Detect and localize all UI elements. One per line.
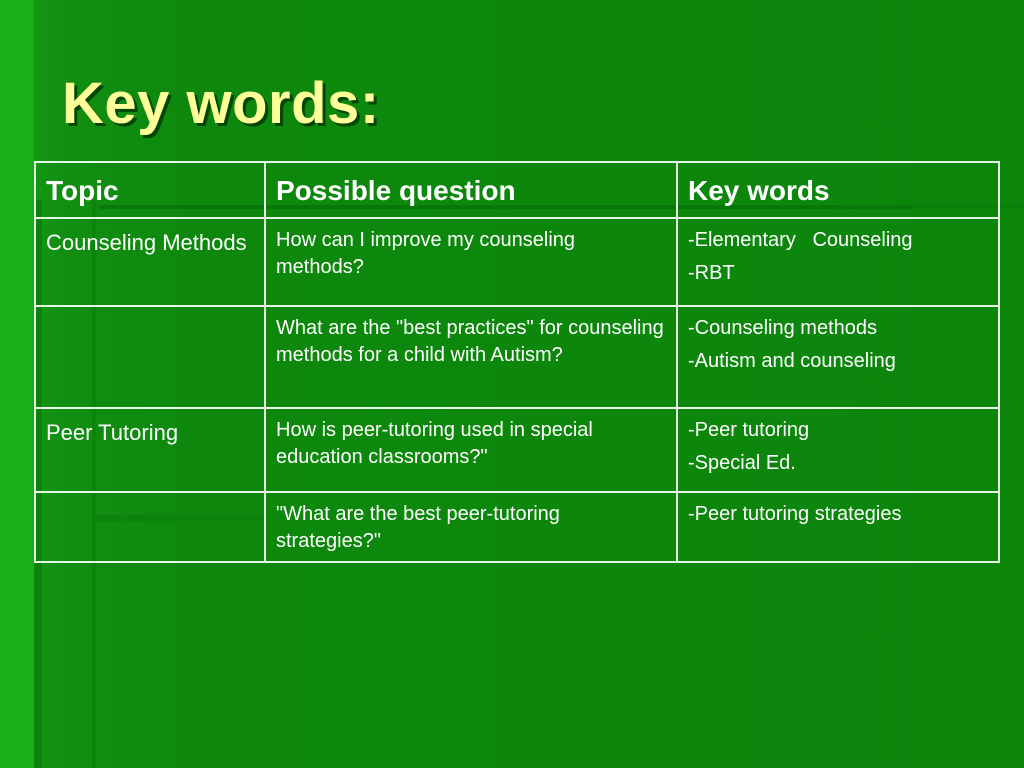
decorative-stripe [0, 0, 34, 768]
topic-cell: Peer Tutoring [35, 408, 265, 492]
keyword-item: -Autism and counseling [688, 350, 896, 372]
header-topic: Topic [35, 162, 265, 218]
topic-cell: Counseling Methods [35, 218, 265, 306]
topic-cell [35, 492, 265, 562]
question-cell: How is peer-tutoring used in special education classrooms?" [265, 408, 677, 492]
keyword-item: -Peer tutoring [688, 419, 810, 441]
table-row [35, 492, 999, 562]
table-row [35, 306, 999, 408]
table-header-row [35, 162, 999, 218]
keyword-item: -Special Ed. [688, 452, 796, 474]
keyword-item: -Peer tutoring strategies [688, 503, 902, 525]
table-row [35, 218, 999, 306]
keywords-cell [677, 408, 999, 492]
keyword-item: -RBT [688, 262, 735, 284]
topic-cell [35, 306, 265, 408]
question-cell: "What are the best peer-tutoring strategies?" [265, 492, 677, 562]
keyword-item: -Elementary Counseling [688, 229, 913, 251]
keywords-cell [677, 218, 999, 306]
keyword-item: -Counseling methods [688, 317, 877, 339]
keywords-table [34, 161, 1000, 563]
table-row [35, 408, 999, 492]
keywords-cell [677, 492, 999, 562]
header-possible-question: Possible question [265, 162, 677, 218]
slide-title: Key words: [62, 71, 380, 136]
question-cell: How can I improve my counseling methods? [265, 218, 677, 306]
header-key-words: Key words [677, 162, 999, 218]
keywords-cell [677, 306, 999, 408]
question-cell: What are the "best practices" for counseling methods for a child with Autism? [265, 306, 677, 408]
